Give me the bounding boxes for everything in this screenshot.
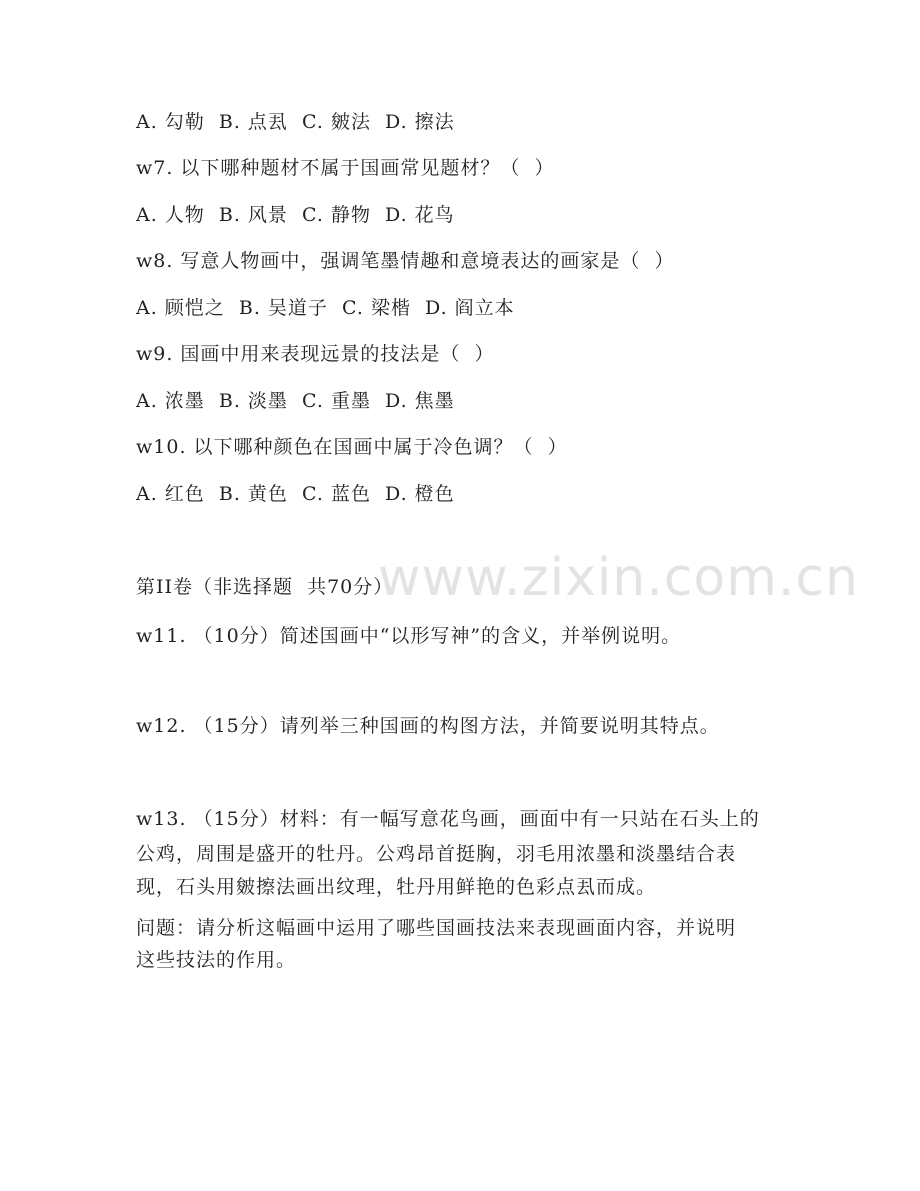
watermark: www.zixin.com.cn (378, 548, 859, 608)
question-w13-line3: 现，石头用皴擦法画出纹理，牡丹用鲜艳的色彩点厾而成。 (136, 876, 657, 898)
question-w9: w9. 国画中用来表现远景的技法是（ ） (136, 343, 495, 365)
question-w13-prompt-line2: 这些技法的作用。 (136, 949, 297, 971)
option-line-q9: A. 浓墨 B. 淡墨 C. 重墨 D. 焦墨 (136, 390, 455, 412)
option-line-q7: A. 人物 B. 风景 C. 静物 D. 花鸟 (136, 204, 455, 226)
question-w7: w7. 以下哪种题材不属于国画常见题材？（ ） (136, 157, 555, 179)
question-w13-line1: w13. （15分）材料：有一幅写意花鸟画，画面中有一只站在石头上的 (136, 808, 760, 830)
question-w8: w8. 写意人物画中，强调笔墨情趣和意境表达的画家是（ ） (136, 250, 675, 272)
question-w12: w12. （15分）请列举三种国画的构图方法，并简要说明其特点。 (136, 715, 720, 737)
option-line-q6: A. 勾勒 B. 点厾 C. 皴法 D. 擦法 (136, 111, 455, 133)
option-line-q10: A. 红色 B. 黄色 C. 蓝色 D. 橙色 (136, 483, 455, 505)
question-w10: w10. 以下哪种颜色在国画中属于冷色调？（ ） (136, 436, 568, 458)
question-w11: w11. （10分）简述国画中“以形写神”的含义，并举例说明。 (136, 625, 682, 647)
question-w13-prompt-line1: 问题：请分析这幅画中运用了哪些国画技法来表现画面内容，并说明 (136, 917, 737, 939)
section-heading: 第II卷（非选择题 共70分） (136, 576, 394, 598)
option-line-q8: A. 顾恺之 B. 吴道子 C. 梁楷 D. 阎立本 (136, 297, 515, 319)
question-w13-line2: 公鸡，周围是盛开的牡丹。公鸡昂首挺胸，羽毛用浓墨和淡墨结合表 (136, 843, 737, 865)
